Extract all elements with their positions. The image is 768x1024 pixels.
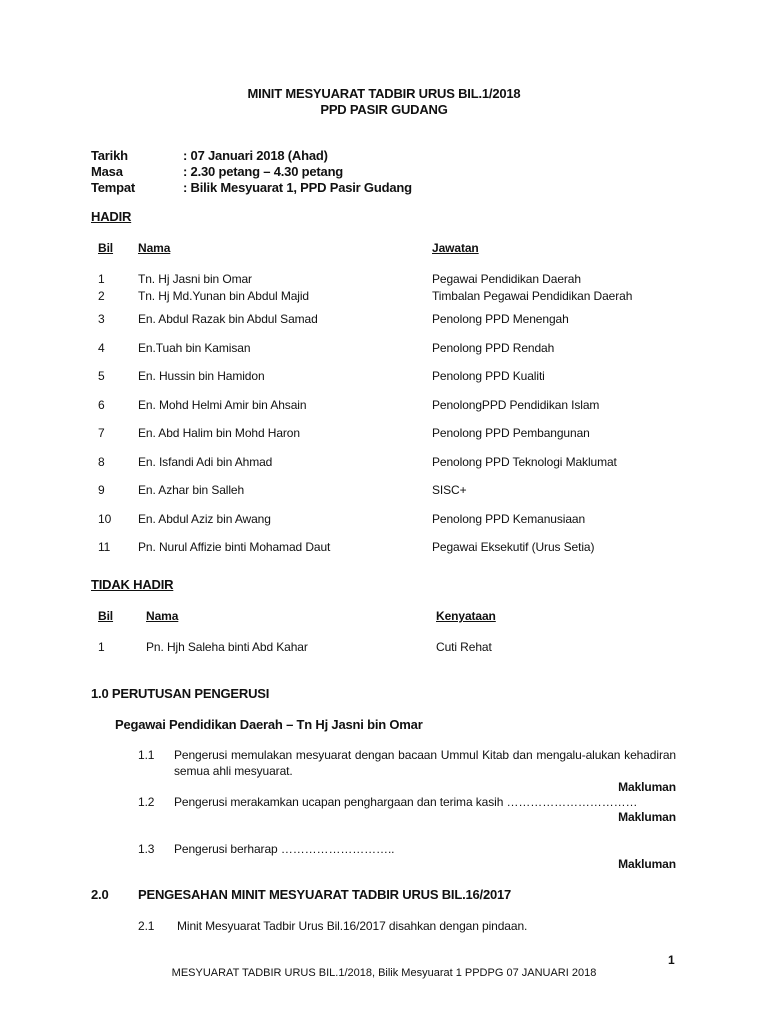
hadir-nama: En. Abdul Razak bin Abdul Samad	[138, 312, 318, 326]
section1-subheading: Pegawai Pendidikan Daerah – Tn Hj Jasni bin Omar	[115, 717, 423, 732]
meta-label-tempat: Tempat	[91, 180, 136, 195]
meta-value-tarikh: : 07 Januari 2018 (Ahad)	[183, 148, 328, 163]
meta-label-tarikh: Tarikh	[91, 148, 128, 163]
hadir-nama: En. Mohd Helmi Amir bin Ahsain	[138, 398, 307, 412]
item-number: 1.1	[138, 748, 155, 762]
item-text: Pengerusi berharap ………………………..	[174, 842, 395, 856]
hadir-jawatan: PenolongPPD Pendidikan Islam	[432, 398, 600, 412]
hadir-col-nama: Nama	[138, 241, 171, 255]
hadir-bil: 1	[98, 272, 105, 286]
hadir-jawatan: Penolong PPD Kemanusiaan	[432, 512, 586, 526]
document-subtitle: PPD PASIR GUDANG	[320, 102, 448, 117]
hadir-bil: 8	[98, 455, 105, 469]
hadir-jawatan: Pegawai Eksekutif (Urus Setia)	[432, 540, 595, 554]
hadir-bil: 9	[98, 483, 105, 497]
makluman-note: Makluman	[618, 810, 676, 824]
makluman-note: Makluman	[618, 780, 676, 794]
hadir-nama: Tn. Hj Jasni bin Omar	[138, 272, 252, 286]
hadir-nama: En.Tuah bin Kamisan	[138, 341, 251, 355]
hadir-col-bil: Bil	[98, 241, 114, 255]
hadir-bil: 3	[98, 312, 105, 326]
hadir-jawatan: Penolong PPD Menengah	[432, 312, 569, 326]
hadir-bil: 5	[98, 369, 105, 383]
hadir-nama: En. Abdul Aziz bin Awang	[138, 512, 271, 526]
item-number: 1.2	[138, 795, 155, 809]
meta-value-masa: : 2.30 petang – 4.30 petang	[183, 164, 344, 179]
hadir-jawatan: Penolong PPD Kualiti	[432, 369, 545, 383]
tidak-hadir-col-nama: Nama	[146, 609, 179, 623]
hadir-jawatan: SISC+	[432, 483, 467, 497]
section2-heading: PENGESAHAN MINIT MESYUARAT TADBIR URUS BIL.16/2017	[138, 887, 512, 902]
meta-value-tempat: : Bilik Mesyuarat 1, PPD Pasir Gudang	[183, 180, 412, 195]
hadir-bil: 6	[98, 398, 105, 412]
tidak-hadir-nama: Pn. Hjh Saleha binti Abd Kahar	[146, 640, 308, 654]
hadir-nama: En. Isfandi Adi bin Ahmad	[138, 455, 273, 469]
document-title: MINIT MESYUARAT TADBIR URUS BIL.1/2018	[247, 86, 521, 101]
hadir-nama: En. Azhar bin Salleh	[138, 483, 245, 497]
item-text: Pengerusi memulakan mesyuarat dengan bacaan Ummul Kitab dan mengalu-alukan kehadiran	[174, 748, 676, 762]
item-text-continued: semua ahli mesyuarat.	[174, 764, 293, 778]
tidak-hadir-heading: TIDAK HADIR	[91, 577, 174, 592]
hadir-jawatan: Pegawai Pendidikan Daerah	[432, 272, 581, 286]
page-number: 1	[668, 953, 675, 967]
item-text: Minit Mesyuarat Tadbir Urus Bil.16/2017 disahkan dengan pindaan.	[177, 919, 528, 933]
tidak-hadir-col-kenyataan: Kenyataan	[436, 609, 496, 623]
hadir-bil: 7	[98, 426, 105, 440]
hadir-jawatan: Timbalan Pegawai Pendidikan Daerah	[432, 289, 633, 303]
tidak-hadir-col-bil: Bil	[98, 609, 114, 623]
hadir-jawatan: Penolong PPD Teknologi Maklumat	[432, 455, 617, 469]
section1-heading: 1.0 PERUTUSAN PENGERUSI	[91, 686, 270, 701]
page-footer: MESYUARAT TADBIR URUS BIL.1/2018, Bilik Mesyuarat 1 PPDPG 07 JANUARI 2018	[171, 967, 597, 979]
hadir-nama: En. Hussin bin Hamidon	[138, 369, 265, 383]
section2-number: 2.0	[91, 887, 109, 902]
hadir-bil: 10	[98, 512, 112, 526]
hadir-col-jawatan: Jawatan	[432, 241, 479, 255]
hadir-jawatan: Penolong PPD Rendah	[432, 341, 555, 355]
hadir-bil: 4	[98, 341, 105, 355]
hadir-bil: 11	[98, 540, 111, 554]
makluman-note: Makluman	[618, 857, 676, 871]
meta-label-masa: Masa	[91, 164, 123, 179]
hadir-nama: Tn. Hj Md.Yunan bin Abdul Majid	[138, 289, 309, 303]
tidak-hadir-kenyataan: Cuti Rehat	[436, 640, 492, 654]
item-number: 2.1	[138, 919, 155, 933]
hadir-heading: HADIR	[91, 209, 132, 224]
hadir-jawatan: Penolong PPD Pembangunan	[432, 426, 590, 440]
tidak-hadir-bil: 1	[98, 640, 105, 654]
hadir-bil: 2	[98, 289, 105, 303]
hadir-nama: Pn. Nurul Affizie binti Mohamad Daut	[138, 540, 331, 554]
hadir-nama: En. Abd Halim bin Mohd Haron	[138, 426, 300, 440]
item-number: 1.3	[138, 842, 155, 856]
item-text: Pengerusi merakamkan ucapan penghargaan dan terima kasih ……………………………	[174, 795, 638, 809]
